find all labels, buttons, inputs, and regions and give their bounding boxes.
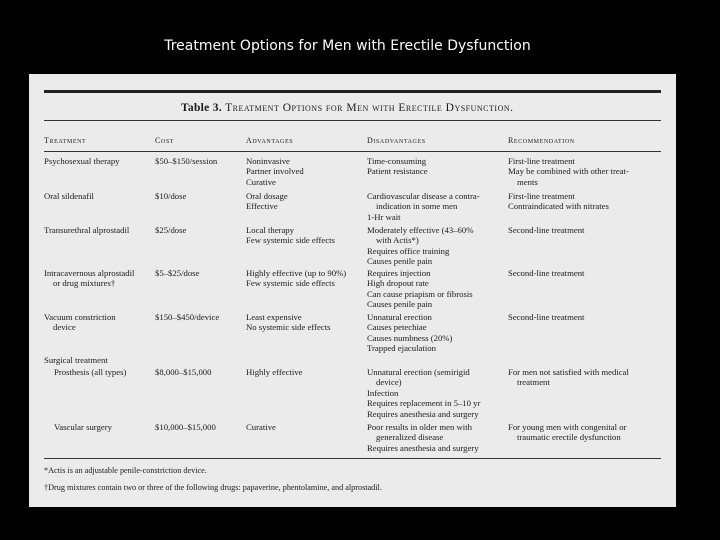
cell-line: Unnatural erection xyxy=(367,312,432,322)
cell-line: $10,000–$15,000 xyxy=(155,422,216,432)
cell-line: Second-line treatment xyxy=(508,225,585,235)
advantages-cell xyxy=(246,312,331,333)
treatment-cell xyxy=(44,422,112,432)
cell-line: Causes penile pain xyxy=(367,256,433,267)
treatment-cell xyxy=(44,191,94,201)
cell-line: Curative xyxy=(246,176,276,187)
cost-cell xyxy=(155,422,216,432)
table-caption xyxy=(181,102,514,114)
cell-line: traumatic erectile dysfunction xyxy=(517,432,621,443)
treatment-cell xyxy=(44,268,134,289)
cell-line: Noninvasive xyxy=(246,156,290,166)
cell-line: $25/dose xyxy=(155,225,187,235)
cell-line: Requires anesthesia and surgery xyxy=(367,442,479,453)
cell-line: Curative xyxy=(246,422,276,432)
cost-cell xyxy=(155,367,211,377)
cost-cell xyxy=(155,268,199,278)
cost-cell xyxy=(155,312,219,322)
cell-line: $8,000–$15,000 xyxy=(155,367,212,377)
cell-line: Requires replacement in 5–10 yr xyxy=(367,398,481,409)
disadvantages-cell xyxy=(367,422,479,453)
caption-rule xyxy=(44,120,661,121)
advantages-cell xyxy=(246,367,303,377)
recommendation-cell xyxy=(508,422,626,443)
footnote-drug-mixtures: †Drug mixtures contain two or three of the following drugs: papaverine, phentolamine, and alprostadil. xyxy=(44,483,382,492)
cell-line: Trapped ejaculation xyxy=(367,343,436,354)
cell-line: Moderately effective (43–60% xyxy=(367,225,474,235)
cell-line: Time-consuming xyxy=(367,156,427,166)
header-recommendation: Recommendation xyxy=(508,136,575,145)
disadvantages-cell xyxy=(367,191,480,222)
cell-line: For young men with congenital or xyxy=(508,422,627,432)
recommendation-cell xyxy=(508,367,629,388)
cost-cell xyxy=(155,156,217,166)
cell-line: Poor results in older men with xyxy=(367,422,472,432)
cell-line: Highly effective (up to 90%) xyxy=(246,268,347,278)
header-cost: Cost xyxy=(155,136,175,145)
cell-line: generalized disease xyxy=(376,432,444,443)
cell-line: May be combined with other treat- xyxy=(508,166,629,177)
treatment-cell xyxy=(44,367,126,377)
cell-line: Vacuum constriction xyxy=(44,312,116,322)
cell-line: High dropout rate xyxy=(367,278,429,289)
cell-line: $5–$25/dose xyxy=(155,268,200,278)
cell-line: indication in some men xyxy=(376,201,458,212)
slide-title: Treatment Options for Men with Erectile Dysfunction xyxy=(164,38,531,54)
header-rule xyxy=(44,151,661,152)
cell-line: 1-Hr wait xyxy=(367,211,401,222)
cell-line: device) xyxy=(376,377,402,388)
cell-line: $150–$450/device xyxy=(155,312,220,322)
cell-line: Can cause priapism or fibrosis xyxy=(367,288,473,299)
cell-line: First-line treatment xyxy=(508,156,575,166)
cell-line: For men not satisfied with medical xyxy=(508,367,629,377)
cell-line: First-line treatment xyxy=(508,191,575,201)
cell-line: Requires office training xyxy=(367,245,450,256)
table-top-rule xyxy=(44,90,661,93)
cell-line: $50–$150/session xyxy=(155,156,218,166)
cell-line: $10/dose xyxy=(155,191,187,201)
cell-line: Oral sildenafil xyxy=(44,191,94,201)
advantages-cell xyxy=(246,156,304,187)
cell-line: Second-line treatment xyxy=(508,312,585,322)
disadvantages-cell xyxy=(367,156,428,177)
cell-line: Unnatural erection (semirigid xyxy=(367,367,470,377)
cell-line: Patient resistance xyxy=(367,166,428,177)
cell-line: Second-line treatment xyxy=(508,268,585,278)
disadvantages-cell xyxy=(367,312,452,354)
recommendation-cell xyxy=(508,225,584,235)
treatment-cell xyxy=(44,312,116,333)
cell-line: Few systemic side effects xyxy=(246,278,335,289)
cell-line: Vascular surgery xyxy=(54,422,112,432)
cell-line: Requires injection xyxy=(367,268,431,278)
cell-line: Effective xyxy=(246,201,278,212)
cell-line: Oral dosage xyxy=(246,191,288,201)
recommendation-cell xyxy=(508,312,584,322)
cell-line: Partner involved xyxy=(246,166,304,177)
cell-line: Highly effective xyxy=(246,367,303,377)
cell-line: No systemic side effects xyxy=(246,322,331,333)
cell-line: with Actis*) xyxy=(376,235,419,246)
recommendation-cell xyxy=(508,191,609,212)
cell-line: or drug mixtures† xyxy=(53,278,116,289)
table-caption-prefix: Table 3. xyxy=(181,102,222,114)
disadvantages-cell xyxy=(367,367,480,419)
cell-line: ments xyxy=(517,176,538,187)
cell-line: Least expensive xyxy=(246,312,302,322)
cell-line: Few systemic side effects xyxy=(246,235,335,246)
disadvantages-cell xyxy=(367,268,473,310)
table-caption-text: Treatment Options for Men with Erectile Dysfunction. xyxy=(225,102,514,114)
recommendation-cell xyxy=(508,268,584,278)
cell-line: Psychosexual therapy xyxy=(44,156,120,166)
advantages-cell xyxy=(246,225,335,246)
advantages-cell xyxy=(246,268,346,289)
cell-line: Prosthesis (all types) xyxy=(54,367,127,377)
header-advantages: Advantages xyxy=(246,136,294,145)
cell-line: Cardiovascular disease a contra- xyxy=(367,191,480,201)
cell-line: Causes petechiae xyxy=(367,322,427,333)
cell-line: Requires anesthesia and surgery xyxy=(367,408,479,419)
cell-line: Contraindicated with nitrates xyxy=(508,201,609,212)
cell-line: Causes penile pain xyxy=(367,299,433,310)
cell-line: Causes numbness (20%) xyxy=(367,332,453,343)
cost-cell xyxy=(155,225,186,235)
header-treatment: Treatment xyxy=(44,136,87,145)
cost-cell xyxy=(155,191,186,201)
disadvantages-cell xyxy=(367,225,473,267)
cell-line: Transurethral alprostadil xyxy=(44,225,130,235)
cell-line: Local therapy xyxy=(246,225,294,235)
cell-line: treatment xyxy=(517,377,550,388)
header-disadvantages: Disadvantages xyxy=(367,136,426,145)
cell-line: Intracavernous alprostadil xyxy=(44,268,135,278)
recommendation-cell xyxy=(508,156,629,187)
table-bottom-rule xyxy=(44,458,661,459)
advantages-cell xyxy=(246,191,288,212)
footnote-actis: *Actis is an adjustable penile-constriction device. xyxy=(44,466,207,475)
treatment-cell xyxy=(44,225,129,235)
treatment-cell xyxy=(44,156,120,166)
advantages-cell xyxy=(246,422,276,432)
table-image xyxy=(29,74,676,507)
cell-line: device xyxy=(53,322,76,333)
cell-line: Infection xyxy=(367,387,399,398)
surgical-section-label: Surgical treatment xyxy=(44,355,108,365)
